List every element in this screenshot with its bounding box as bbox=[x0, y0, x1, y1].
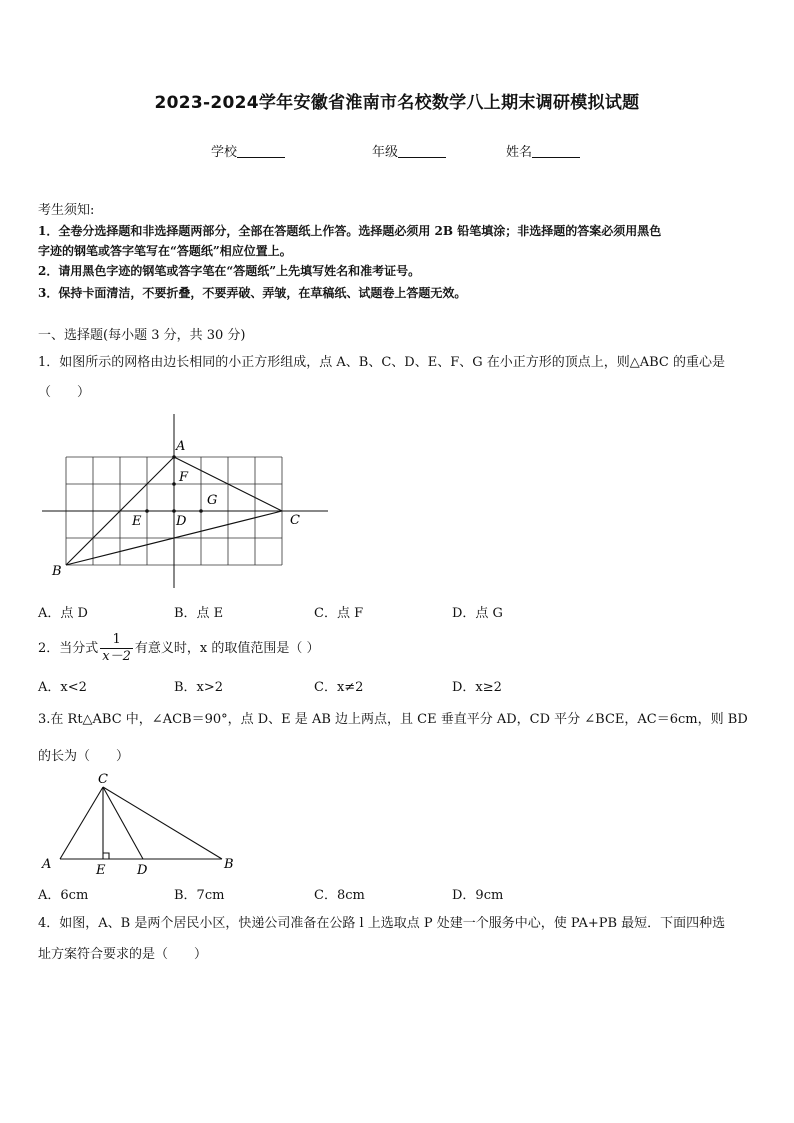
q2-option-a[interactable]: A．x<2 bbox=[38, 680, 87, 695]
q3-label-e: E bbox=[96, 863, 106, 878]
q2-fraction-denominator: x－2 bbox=[102, 649, 131, 664]
name-label: 姓名 bbox=[506, 145, 533, 160]
school-label: 学校 bbox=[211, 145, 238, 160]
notice-item-3: 3．保持卡面清洁，不要折叠，不要弄破、弄皱，在草稿纸、试题卷上答题无效。 bbox=[38, 286, 467, 300]
q1-label-g: G bbox=[207, 493, 218, 508]
q2-fraction bbox=[100, 632, 133, 665]
q1-stem-cont: （ ） bbox=[38, 385, 91, 400]
triangle-abc-right bbox=[60, 787, 222, 859]
q3-option-a[interactable]: A．6cm bbox=[38, 888, 89, 903]
grade-field[interactable] bbox=[372, 141, 446, 160]
q2-option-d[interactable]: D．x≥2 bbox=[452, 680, 502, 695]
q1-option-a[interactable]: A．点 D bbox=[38, 606, 88, 621]
q1-label-f: F bbox=[179, 470, 189, 485]
q3-option-d[interactable]: D．9cm bbox=[452, 888, 504, 903]
q2-stem bbox=[38, 632, 758, 665]
q3-label-b: B bbox=[224, 857, 234, 872]
school-field[interactable] bbox=[211, 141, 285, 160]
q1-grid-figure bbox=[38, 410, 338, 590]
q1-options bbox=[38, 602, 758, 622]
q2-option-c[interactable]: C．x≠2 bbox=[314, 680, 364, 695]
notice-heading: 考生须知: bbox=[38, 203, 95, 218]
q3-triangle-figure bbox=[38, 770, 248, 878]
school-blank[interactable] bbox=[237, 145, 285, 158]
q3-label-d: D bbox=[137, 863, 148, 878]
q2-options bbox=[38, 676, 758, 696]
q2-fraction-numerator: 1 bbox=[112, 632, 121, 647]
notice-item-1-cont: 字迹的钢笔或答字笔写在“答题纸”相应位置上。 bbox=[38, 244, 292, 258]
q1-option-c[interactable]: C．点 F bbox=[314, 606, 364, 621]
q3-label-a: A bbox=[42, 857, 52, 872]
q1-option-b[interactable]: B．点 E bbox=[174, 606, 224, 621]
q1-label-d: D bbox=[176, 514, 187, 529]
q3-option-b[interactable]: B．7cm bbox=[174, 888, 225, 903]
q1-label-b: B bbox=[52, 564, 62, 579]
q3-options bbox=[38, 884, 758, 904]
q4-stem: 4．如图，A、B 是两个居民小区，快递公司准备在公路 l 上选取点 P 处建一个服务中心，使 PA+PB 最短．下面四种选 bbox=[38, 916, 726, 931]
q1-stem: 1．如图所示的网格由边长相同的小正方形组成，点 A、B、C、D、E、F、G 在小正方形的顶点上，则△ABC 的重心是 bbox=[38, 355, 726, 370]
q1-label-a: A bbox=[176, 439, 186, 454]
grade-label: 年级 bbox=[372, 145, 399, 160]
q1-label-e: E bbox=[132, 514, 142, 529]
q2-stem-suffix: 有意义时，x 的取值范围是（ ） bbox=[134, 641, 320, 656]
q3-stem-cont: 的长为（ ） bbox=[38, 749, 130, 764]
q2-stem-prefix: 2．当分式 bbox=[38, 641, 99, 656]
q1-option-d[interactable]: D．点 G bbox=[452, 606, 503, 621]
page-title: 2023-2024学年安徽省淮南市名校数学八上期末调研模拟试题 bbox=[154, 93, 640, 113]
name-field[interactable] bbox=[506, 141, 580, 160]
grade-blank[interactable] bbox=[398, 145, 446, 158]
q3-label-c: C bbox=[98, 772, 108, 787]
q3-stem: 3.在 Rt△ABC 中，∠ACB＝90°，点 D、E 是 AB 边上两点，且 CE 垂直平分 AD，CD 平分 ∠BCE，AC＝6cm，则 BD bbox=[38, 712, 748, 727]
notice-item-1: 1．全卷分选择题和非选择题两部分，全部在答题纸上作答。选择题必须用 2B 铅笔填涂；非选择题的答案必须用黑色 bbox=[38, 224, 662, 238]
q4-stem-cont: 址方案符合要求的是（ ） bbox=[38, 947, 208, 962]
q1-label-c: C bbox=[290, 513, 300, 528]
notice-item-2: 2．请用黑色字迹的钢笔或答字笔在“答题纸”上先填写姓名和准考证号。 bbox=[38, 264, 421, 278]
section-heading: 一、选择题(每小题 3 分，共 30 分) bbox=[38, 328, 246, 343]
q3-option-c[interactable]: C．8cm bbox=[314, 888, 365, 903]
q2-option-b[interactable]: B．x>2 bbox=[174, 680, 224, 695]
name-blank[interactable] bbox=[532, 145, 580, 158]
